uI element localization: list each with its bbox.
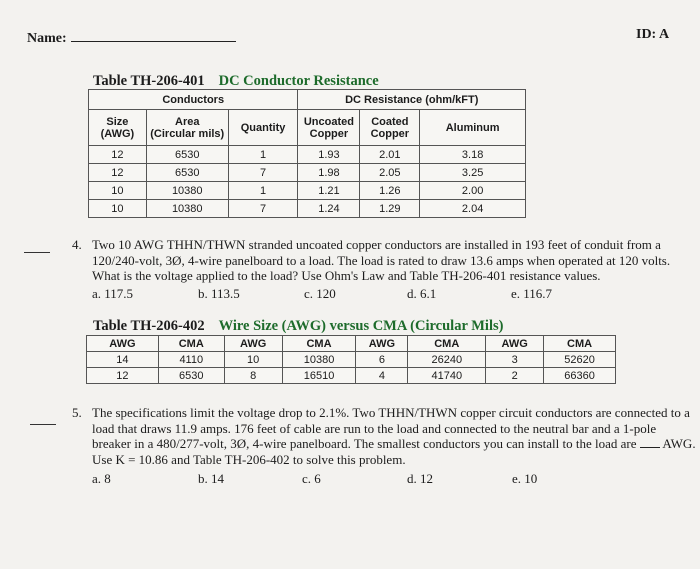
cell: 10380 bbox=[282, 352, 356, 368]
col-quantity: Quantity bbox=[228, 110, 298, 146]
q5-number: 5. bbox=[72, 405, 82, 420]
cell: 1.24 bbox=[298, 200, 360, 218]
table-row bbox=[89, 164, 526, 182]
cell: 1.93 bbox=[298, 146, 360, 164]
table-row bbox=[89, 182, 526, 200]
col-aluminum: Aluminum bbox=[420, 110, 526, 146]
cell: 12 bbox=[87, 368, 159, 384]
q4-text: Two 10 AWG THHN/THWN stranded uncoated copper conductors are installed in 193 feet of conduit from a 120/240-volt, 3Ø, 4-wire panelboard to a load. The load is rated to draw 13.6 amps when operated at 120 volts. What is the voltage applied to the load? Use Ohm's Law and Table TH-206-401 resistance values. bbox=[92, 237, 671, 283]
name-blank-line bbox=[71, 29, 236, 42]
table2-title bbox=[93, 318, 503, 335]
cell: 1.26 bbox=[360, 182, 420, 200]
name-field bbox=[27, 29, 236, 47]
header-cma: CMA bbox=[282, 336, 356, 352]
col-uncoated-copper: Uncoated Copper bbox=[298, 110, 360, 146]
answer-blank-q4[interactable] bbox=[24, 251, 50, 253]
cell: 66360 bbox=[544, 368, 616, 384]
cell: 4 bbox=[356, 368, 408, 384]
cell: 1 bbox=[228, 182, 298, 200]
cell: 6530 bbox=[158, 368, 224, 384]
cell: 1 bbox=[228, 146, 298, 164]
id-label: ID: A bbox=[636, 27, 670, 42]
cell: 10 bbox=[89, 200, 147, 218]
cell: 7 bbox=[228, 164, 298, 182]
cell: 6530 bbox=[146, 146, 228, 164]
cell: 3.18 bbox=[420, 146, 526, 164]
cell: 2.05 bbox=[360, 164, 420, 182]
q5-choice-e[interactable]: e. 10 bbox=[512, 471, 538, 486]
header-awg: AWG bbox=[87, 336, 159, 352]
table-row bbox=[87, 368, 616, 384]
cell: 7 bbox=[228, 200, 298, 218]
q4-choice-a[interactable]: a. 117.5 bbox=[92, 286, 134, 301]
cell: 6 bbox=[356, 352, 408, 368]
dc-resistance-table bbox=[88, 89, 526, 218]
table1-title bbox=[93, 73, 379, 90]
header-cma: CMA bbox=[544, 336, 616, 352]
q5-choice-b[interactable]: b. 14 bbox=[198, 471, 224, 486]
header-awg: AWG bbox=[356, 336, 408, 352]
table-row bbox=[89, 200, 526, 218]
cell: 3 bbox=[486, 352, 544, 368]
cell: 2.04 bbox=[420, 200, 526, 218]
table1-caption: DC Conductor Resistance bbox=[218, 73, 379, 89]
header-awg: AWG bbox=[224, 336, 282, 352]
awg-cma-table bbox=[86, 335, 616, 384]
cell: 10380 bbox=[146, 182, 228, 200]
q5-text-b: AWG. Use K = 10.86 and Table TH-206-402 to solve this problem. bbox=[92, 436, 696, 467]
q5-text bbox=[92, 405, 696, 467]
q5-choice-a[interactable]: a. 8 bbox=[92, 471, 111, 486]
cell: 2.00 bbox=[420, 182, 526, 200]
cell: 10 bbox=[89, 182, 147, 200]
table-row bbox=[89, 146, 526, 164]
cell: 3.25 bbox=[420, 164, 526, 182]
cell: 10 bbox=[224, 352, 282, 368]
group-conductors: Conductors bbox=[89, 90, 298, 110]
cell: 12 bbox=[89, 146, 147, 164]
cell: 12 bbox=[89, 164, 147, 182]
col-size: Size (AWG) bbox=[89, 110, 147, 146]
col-area: Area (Circular mils) bbox=[146, 110, 228, 146]
group-dc-resistance: DC Resistance (ohm/kFT) bbox=[298, 90, 526, 110]
cell: 1.21 bbox=[298, 182, 360, 200]
cell: 14 bbox=[87, 352, 159, 368]
header-awg: AWG bbox=[486, 336, 544, 352]
table2-caption: Wire Size (AWG) versus CMA (Circular Mils) bbox=[218, 318, 504, 334]
q5-choice-c[interactable]: c. 6 bbox=[302, 471, 321, 486]
header-cma: CMA bbox=[408, 336, 486, 352]
cell: 2.01 bbox=[360, 146, 420, 164]
q4-choice-d[interactable]: d. 6.1 bbox=[407, 286, 437, 301]
table1-label: Table TH-206-401 bbox=[93, 73, 205, 89]
cell: 1.29 bbox=[360, 200, 420, 218]
col-coated-copper: Coated Copper bbox=[360, 110, 420, 146]
header-cma: CMA bbox=[158, 336, 224, 352]
cell: 4110 bbox=[158, 352, 224, 368]
table2-label: Table TH-206-402 bbox=[93, 318, 205, 334]
cell: 41740 bbox=[408, 368, 486, 384]
table-row bbox=[87, 352, 616, 368]
q4-choice-e[interactable]: e. 116.7 bbox=[511, 286, 553, 301]
cell: 1.98 bbox=[298, 164, 360, 182]
cell: 10380 bbox=[146, 200, 228, 218]
cell: 8 bbox=[224, 368, 282, 384]
name-label: Name: bbox=[27, 31, 67, 46]
q4-choice-c[interactable]: c. 120 bbox=[304, 286, 336, 301]
q4-number: 4. bbox=[72, 237, 82, 252]
q5-text-a: The specifications limit the voltage drop to 2.1%. Two THHN/THWN copper circuit conductors are connected to a load that draws 11.9 amps. 176 feet of cable are run to the load and connected to the neutral bar and a 1-pole breaker in a 480/277-volt, 3Ø, 4-wire panelboard. The smallest conductors you can install to the load are bbox=[92, 405, 690, 451]
cell: 2 bbox=[486, 368, 544, 384]
cell: 16510 bbox=[282, 368, 356, 384]
q5-inline-blank[interactable] bbox=[640, 447, 660, 448]
cell: 6530 bbox=[146, 164, 228, 182]
q5-choice-d[interactable]: d. 12 bbox=[407, 471, 433, 486]
answer-blank-q5[interactable] bbox=[30, 423, 56, 425]
cell: 52620 bbox=[544, 352, 616, 368]
cell: 26240 bbox=[408, 352, 486, 368]
q4-choice-b[interactable]: b. 113.5 bbox=[198, 286, 240, 301]
